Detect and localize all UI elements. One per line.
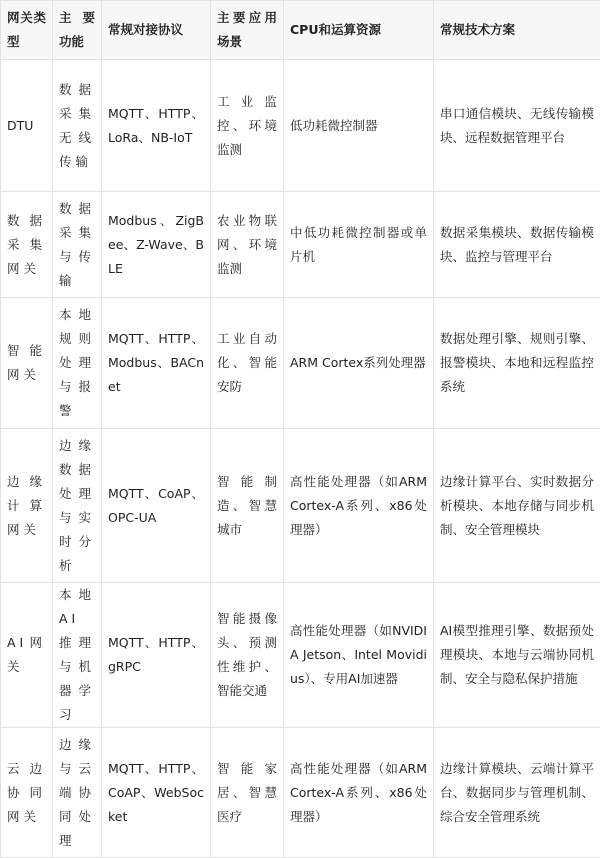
cell-tech-solution: 串口通信模块、无线传输模块、远程数据管理平台 <box>434 60 600 192</box>
cell-main-function: 本地AI推理与机器学习 <box>53 583 102 728</box>
cell-protocols: MQTT、HTTP、LoRa、NB-IoT <box>102 60 211 192</box>
cell-cpu: 高性能处理器（如ARM Cortex-A系列、x86处理器） <box>284 728 434 858</box>
cell-main-function: 边缘与云端协同处理 <box>53 728 102 858</box>
header-main-function: 主要功能 <box>53 1 102 60</box>
cell-gateway-type: 数据采集网关 <box>1 192 53 298</box>
header-scenarios: 主要应用场景 <box>211 1 284 60</box>
cell-cpu: 高性能处理器（如NVIDIA Jetson、Intel Movidius）、专用AI加速器 <box>284 583 434 728</box>
table-row <box>1 298 600 429</box>
cell-scenarios: 农业物联网、环境监测 <box>211 192 284 298</box>
header-protocols: 常规对接协议 <box>102 1 211 60</box>
header-gateway-type: 网关类型 <box>1 1 53 60</box>
cell-main-function: 数据采集无线传输 <box>53 60 102 192</box>
table-row <box>1 728 600 858</box>
cell-gateway-type: 智能网关 <box>1 298 53 429</box>
cell-scenarios: 智能摄像头、预测性维护、智能交通 <box>211 583 284 728</box>
cell-cpu: 低功耗微控制器 <box>284 60 434 192</box>
cell-protocols: MQTT、CoAP、OPC-UA <box>102 429 211 583</box>
table-row <box>1 429 600 583</box>
cell-gateway-type: DTU <box>1 60 53 192</box>
cell-protocols: MQTT、HTTP、gRPC <box>102 583 211 728</box>
cell-cpu: 高性能处理器（如ARM Cortex-A系列、x86处理器） <box>284 429 434 583</box>
cell-gateway-type: AI网关 <box>1 583 53 728</box>
table-row <box>1 192 600 298</box>
table-row <box>1 60 600 192</box>
table-row <box>1 583 600 728</box>
cell-scenarios: 工业自动化、智能安防 <box>211 298 284 429</box>
cell-protocols: Modbus、ZigBee、Z-Wave、BLE <box>102 192 211 298</box>
cell-main-function: 数据采集与传输 <box>53 192 102 298</box>
cell-cpu: 中低功耗微控制器或单片机 <box>284 192 434 298</box>
cell-cpu: ARM Cortex系列处理器 <box>284 298 434 429</box>
cell-gateway-type: 边缘计算网关 <box>1 429 53 583</box>
header-cpu: CPU和运算资源 <box>284 1 434 60</box>
cell-tech-solution: 边缘计算平台、实时数据分析模块、本地存储与同步机制、安全管理模块 <box>434 429 600 583</box>
cell-scenarios: 智能制造、智慧城市 <box>211 429 284 583</box>
cell-protocols: MQTT、HTTP、Modbus、BACnet <box>102 298 211 429</box>
cell-main-function: 本地规则处理与报警 <box>53 298 102 429</box>
cell-tech-solution: 数据处理引擎、规则引擎、报警模块、本地和远程监控系统 <box>434 298 600 429</box>
cell-main-function: 边缘数据处理与实时分析 <box>53 429 102 583</box>
header-tech-solution: 常规技术方案 <box>434 1 600 60</box>
cell-tech-solution: AI模型推理引擎、数据预处理模块、本地与云端协同机制、安全与隐私保护措施 <box>434 583 600 728</box>
table-header-row <box>1 1 600 60</box>
cell-gateway-type: 云边协同网关 <box>1 728 53 858</box>
cell-scenarios: 工业监控、环境监测 <box>211 60 284 192</box>
cell-protocols: MQTT、HTTP、CoAP、WebSocket <box>102 728 211 858</box>
cell-tech-solution: 边缘计算模块、云端计算平台、数据同步与管理机制、综合安全管理系统 <box>434 728 600 858</box>
cell-scenarios: 智能家居、智慧医疗 <box>211 728 284 858</box>
cell-tech-solution: 数据采集模块、数据传输模块、监控与管理平台 <box>434 192 600 298</box>
